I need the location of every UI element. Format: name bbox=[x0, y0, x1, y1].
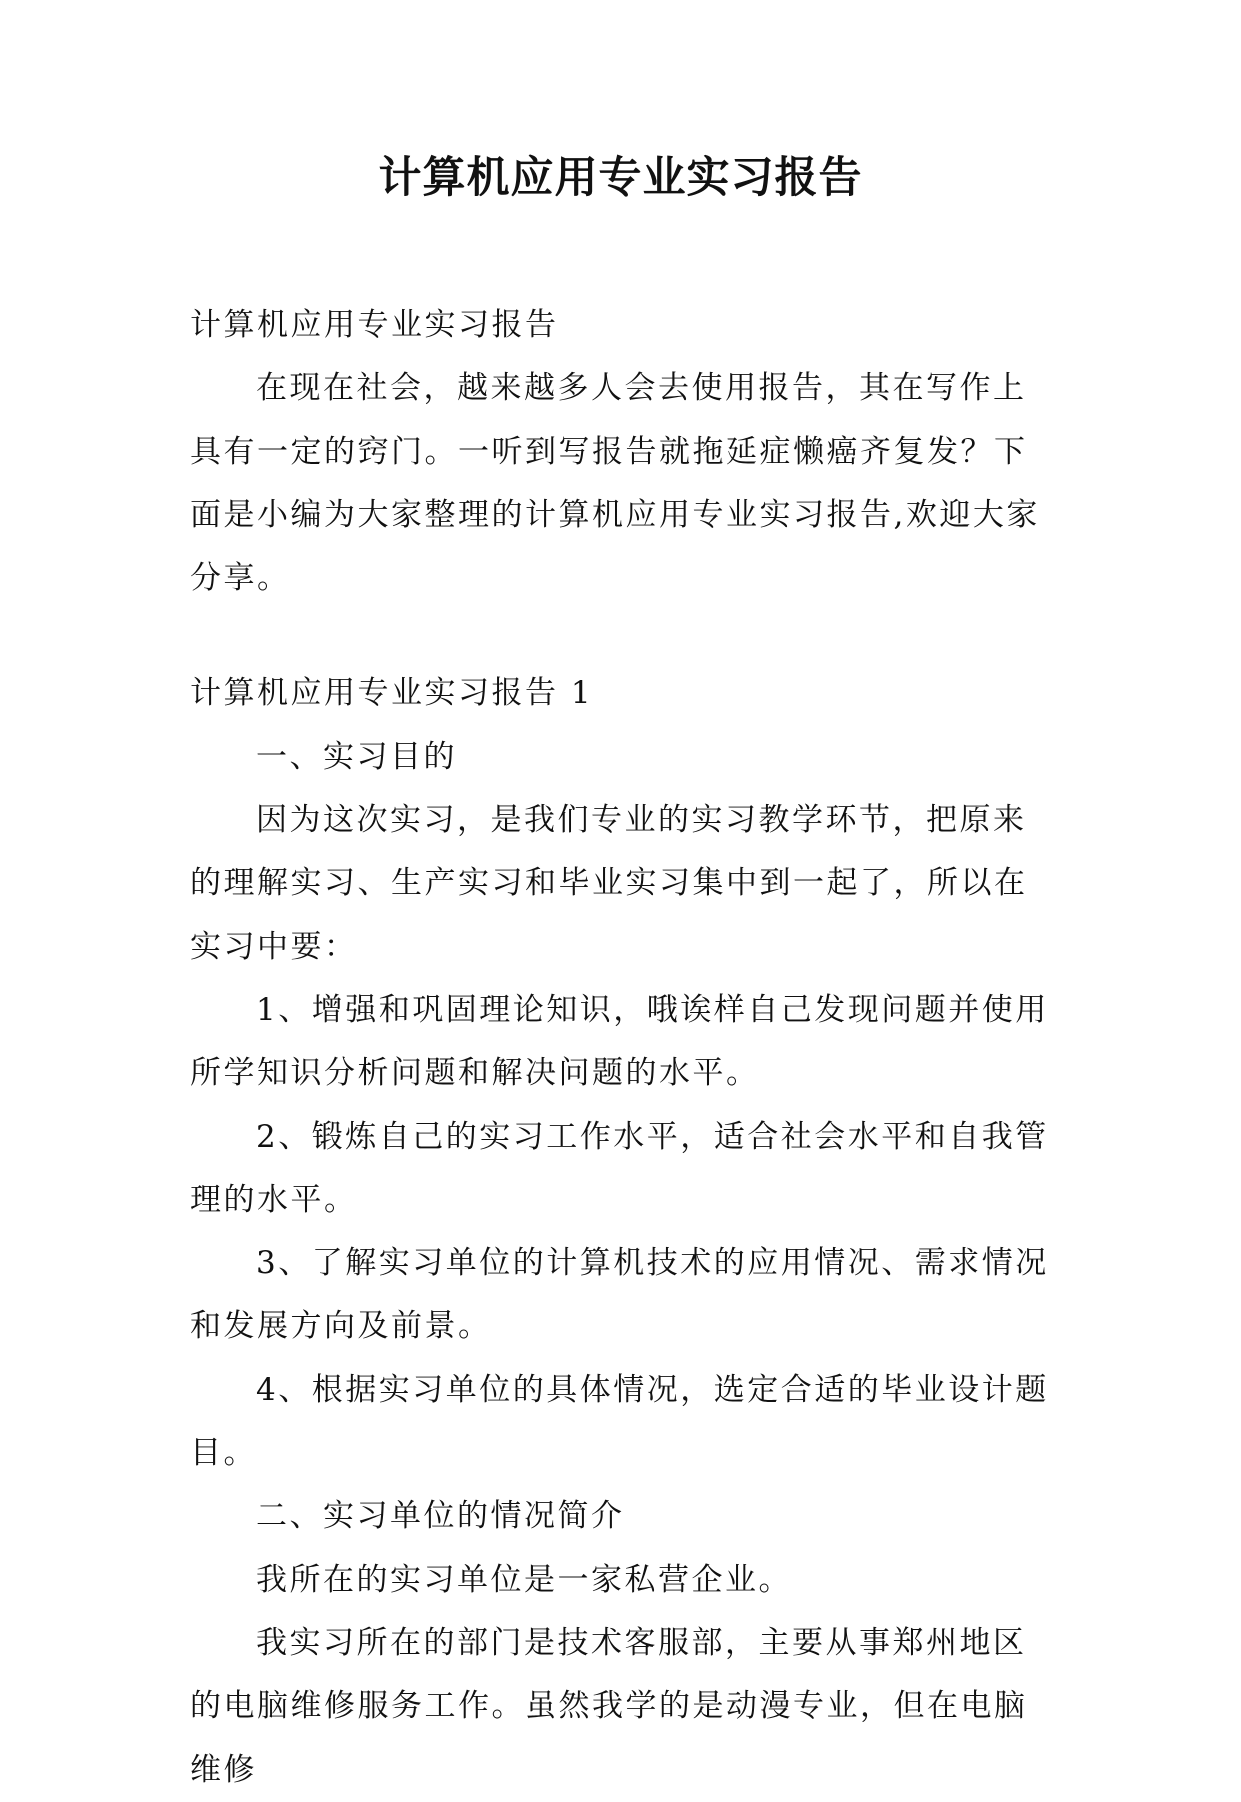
unit-paragraph: 我所在的实习单位是一家私营企业。 bbox=[256, 1561, 792, 1598]
list-item: 3、了解实习单位的计算机技术的应用情况、需求情况和发展方向及前景。 bbox=[190, 1245, 1049, 1345]
unit-paragraph: 我实习所在的部门是技术客服部，主要从事郑州地区的电脑维修服务工作。虽然我学的是动漫专业，但在电脑维修 bbox=[190, 1624, 1028, 1788]
purpose-heading: 一、实习目的 bbox=[256, 738, 457, 775]
unit-heading: 二、实习单位的情况简介 bbox=[256, 1498, 625, 1535]
section-heading: 计算机应用专业实习报告 1 bbox=[190, 675, 594, 712]
purpose-paragraph: 因为这次实习，是我们专业的实习教学环节，把原来的理解实习、生产实习和毕业实习集中到一起了，所以在实习中要： bbox=[190, 802, 1028, 965]
list-item: 1、增强和巩固理论知识，哦诶样自己发现问题并使用所学知识分析问题和解决问题的水平。 bbox=[190, 991, 1049, 1092]
list-item: 4、根据实习单位的具体情况，选定合适的毕业设计题目。 bbox=[190, 1371, 1049, 1472]
intro-paragraph: 在现在社会，越来越多人会去使用报告，其在写作上具有一定的窍门。一听到写报告就拖延症懒癌齐复发？下面是小编为大家整理的计算机应用专业实习报告,欢迎大家分享。 bbox=[190, 370, 1040, 597]
document-subtitle: 计算机应用专业实习报告 bbox=[190, 307, 559, 343]
document-body bbox=[190, 294, 1058, 1802]
list-item: 2、锻炼自己的实习工作水平，适合社会水平和自我管理的水平。 bbox=[190, 1118, 1049, 1218]
document-title: 计算机应用专业实习报告 bbox=[378, 153, 863, 203]
